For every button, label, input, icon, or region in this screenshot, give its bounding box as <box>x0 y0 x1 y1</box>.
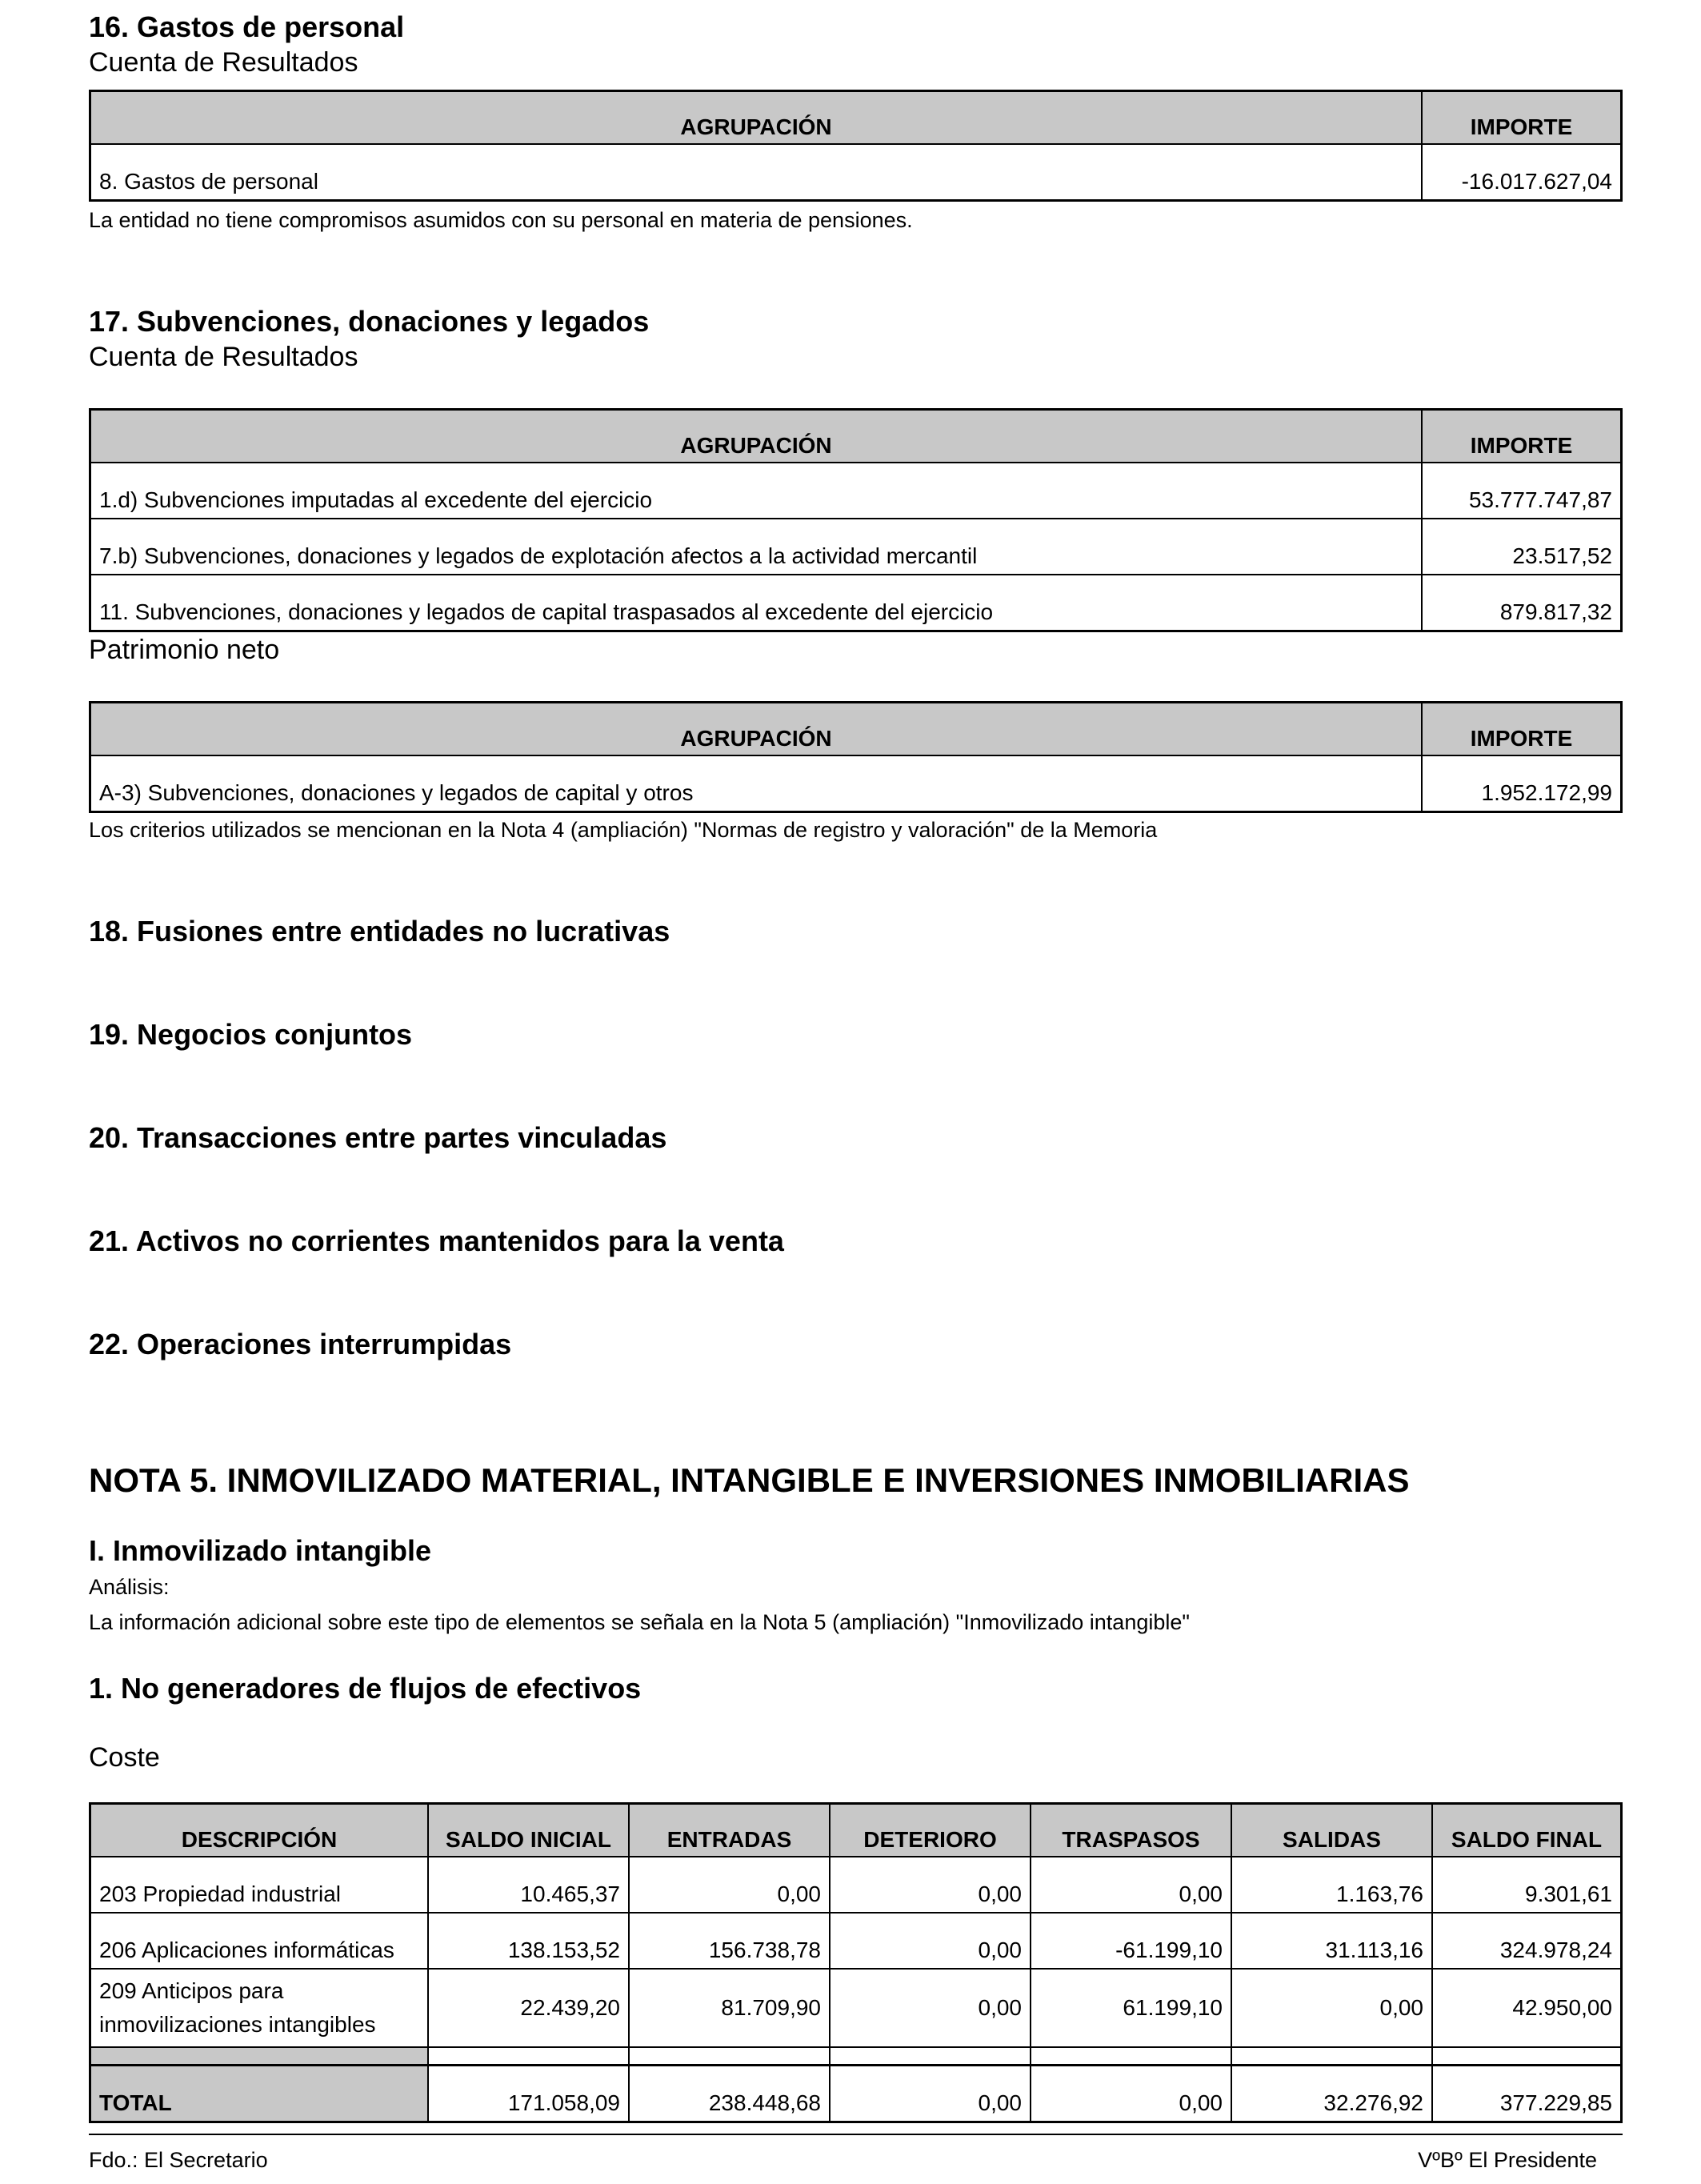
spacer-cell <box>1031 2047 1231 2066</box>
row-amount: 879.817,32 <box>1422 575 1622 631</box>
col-header-importe: IMPORTE <box>1422 410 1622 463</box>
section-16-title: 16. Gastos de personal <box>89 10 405 43</box>
total-salidas: 32.276,92 <box>1231 2066 1432 2122</box>
row-label: 7.b) Subvenciones, donaciones y legados de explotación afectos a la actividad mercantil <box>90 519 1423 575</box>
col-header-importe: IMPORTE <box>1422 703 1622 756</box>
inmovilizado-intangible-heading: I. Inmovilizado intangible <box>89 1534 432 1567</box>
patrimonio-table <box>89 701 1623 813</box>
table-row <box>90 755 1622 812</box>
spacer-cell <box>428 2047 629 2066</box>
col-header-agrupacion: AGRUPACIÓN <box>90 91 1423 145</box>
table-row <box>90 144 1622 201</box>
row-traspasos: -61.199,10 <box>1031 1913 1231 1969</box>
footer-secretario: Fdo.: El Secretario <box>89 2148 268 2172</box>
row-entradas: 0,00 <box>629 1857 830 1913</box>
col-header-descripcion: DESCRIPCIÓN <box>90 1804 429 1857</box>
spacer-cell <box>1231 2047 1432 2066</box>
row-saldo-inicial: 138.153,52 <box>428 1913 629 1969</box>
total-deterioro: 0,00 <box>830 2066 1031 2122</box>
total-label: TOTAL <box>90 2066 429 2122</box>
total-saldo-inicial: 171.058,09 <box>428 2066 629 2122</box>
total-row <box>90 2066 1622 2122</box>
total-saldo-final: 377.229,85 <box>1432 2066 1622 2122</box>
analisis-label: Análisis: <box>89 1575 170 1599</box>
spacer-cell <box>90 2047 429 2066</box>
section-16-note: La entidad no tiene compromisos asumidos con su personal en materia de pensiones. <box>89 208 913 232</box>
section-20-title: 20. Transacciones entre partes vinculadas <box>89 1121 667 1154</box>
row-traspasos: 61.199,10 <box>1031 1969 1231 2047</box>
row-amount: 1.952.172,99 <box>1422 755 1622 812</box>
row-description: 203 Propiedad industrial <box>90 1857 429 1913</box>
coste-label: Coste <box>89 1742 160 1773</box>
row-salidas: 31.113,16 <box>1231 1913 1432 1969</box>
spacer-cell <box>830 2047 1031 2066</box>
total-entradas: 238.448,68 <box>629 2066 830 2122</box>
section-19-title: 19. Negocios conjuntos <box>89 1018 413 1051</box>
table-row <box>90 1913 1622 1969</box>
row-salidas: 0,00 <box>1231 1969 1432 2047</box>
table-row <box>90 1857 1622 1913</box>
total-traspasos: 0,00 <box>1031 2066 1231 2122</box>
col-header-entradas: ENTRADAS <box>629 1804 830 1857</box>
col-header-deterioro: DETERIORO <box>830 1804 1031 1857</box>
col-header-saldo-inicial: SALDO INICIAL <box>428 1804 629 1857</box>
spacer-cell <box>629 2047 830 2066</box>
row-label: A-3) Subvenciones, donaciones y legados de capital y otros <box>90 755 1423 812</box>
section-17-note: Los criterios utilizados se mencionan en la Nota 4 (ampliación) "Normas de registro y valoración" de la Memoria <box>89 818 1158 842</box>
section-17-subtitle: Cuenta de Resultados <box>89 342 358 372</box>
personal-table <box>89 90 1623 202</box>
section-18-title: 18. Fusiones entre entidades no lucrativas <box>89 915 670 948</box>
row-saldo-inicial: 22.439,20 <box>428 1969 629 2047</box>
row-description: 206 Aplicaciones informáticas <box>90 1913 429 1969</box>
row-saldo-final: 9.301,61 <box>1432 1857 1622 1913</box>
row-deterioro: 0,00 <box>830 1913 1031 1969</box>
col-header-traspasos: TRASPASOS <box>1031 1804 1231 1857</box>
row-amount: 23.517,52 <box>1422 519 1622 575</box>
section-16-subtitle: Cuenta de Resultados <box>89 47 358 78</box>
footer-presidente: VºBº El Presidente <box>1418 2148 1597 2172</box>
spacer-row <box>90 2047 1622 2066</box>
row-deterioro: 0,00 <box>830 1969 1031 2047</box>
col-header-saldo-final: SALDO FINAL <box>1432 1804 1622 1857</box>
row-amount: -16.017.627,04 <box>1422 144 1622 201</box>
section-22-title: 22. Operaciones interrumpidas <box>89 1328 512 1360</box>
row-saldo-final: 324.978,24 <box>1432 1913 1622 1969</box>
col-header-salidas: SALIDAS <box>1231 1804 1432 1857</box>
spacer-cell <box>1432 2047 1622 2066</box>
table-row <box>90 519 1622 575</box>
row-salidas: 1.163,76 <box>1231 1857 1432 1913</box>
footer-divider <box>89 2134 1623 2135</box>
col-header-agrupacion: AGRUPACIÓN <box>90 410 1423 463</box>
row-saldo-inicial: 10.465,37 <box>428 1857 629 1913</box>
table-row <box>90 575 1622 631</box>
row-amount: 53.777.747,87 <box>1422 463 1622 519</box>
subvenciones-table <box>89 408 1623 632</box>
section-21-title: 21. Activos no corrientes mantenidos para la venta <box>89 1224 784 1257</box>
row-label: 11. Subvenciones, donaciones y legados de capital traspasados al excedente del ejercicio <box>90 575 1423 631</box>
row-deterioro: 0,00 <box>830 1857 1031 1913</box>
table-row <box>90 1969 1622 2047</box>
section-17-title: 17. Subvenciones, donaciones y legados <box>89 305 650 338</box>
col-header-agrupacion: AGRUPACIÓN <box>90 703 1423 756</box>
nota-5-title: NOTA 5. INMOVILIZADO MATERIAL, INTANGIBLE E INVERSIONES INMOBILIARIAS <box>89 1461 1410 1499</box>
no-generadores-heading: 1. No generadores de flujos de efectivos <box>89 1672 642 1705</box>
row-label: 8. Gastos de personal <box>90 144 1423 201</box>
table-row <box>90 463 1622 519</box>
row-saldo-final: 42.950,00 <box>1432 1969 1622 2047</box>
col-header-importe: IMPORTE <box>1422 91 1622 145</box>
row-description: 209 Anticipos para inmovilizaciones intangibles <box>90 1969 429 2047</box>
row-traspasos: 0,00 <box>1031 1857 1231 1913</box>
analisis-info: La información adicional sobre este tipo de elementos se señala en la Nota 5 (ampliación) "Inmovilizado intangible" <box>89 1610 1190 1634</box>
row-entradas: 81.709,90 <box>629 1969 830 2047</box>
coste-table <box>89 1802 1623 2123</box>
section-17-subtitle-2: Patrimonio neto <box>89 635 280 665</box>
row-label: 1.d) Subvenciones imputadas al excedente del ejercicio <box>90 463 1423 519</box>
row-entradas: 156.738,78 <box>629 1913 830 1969</box>
